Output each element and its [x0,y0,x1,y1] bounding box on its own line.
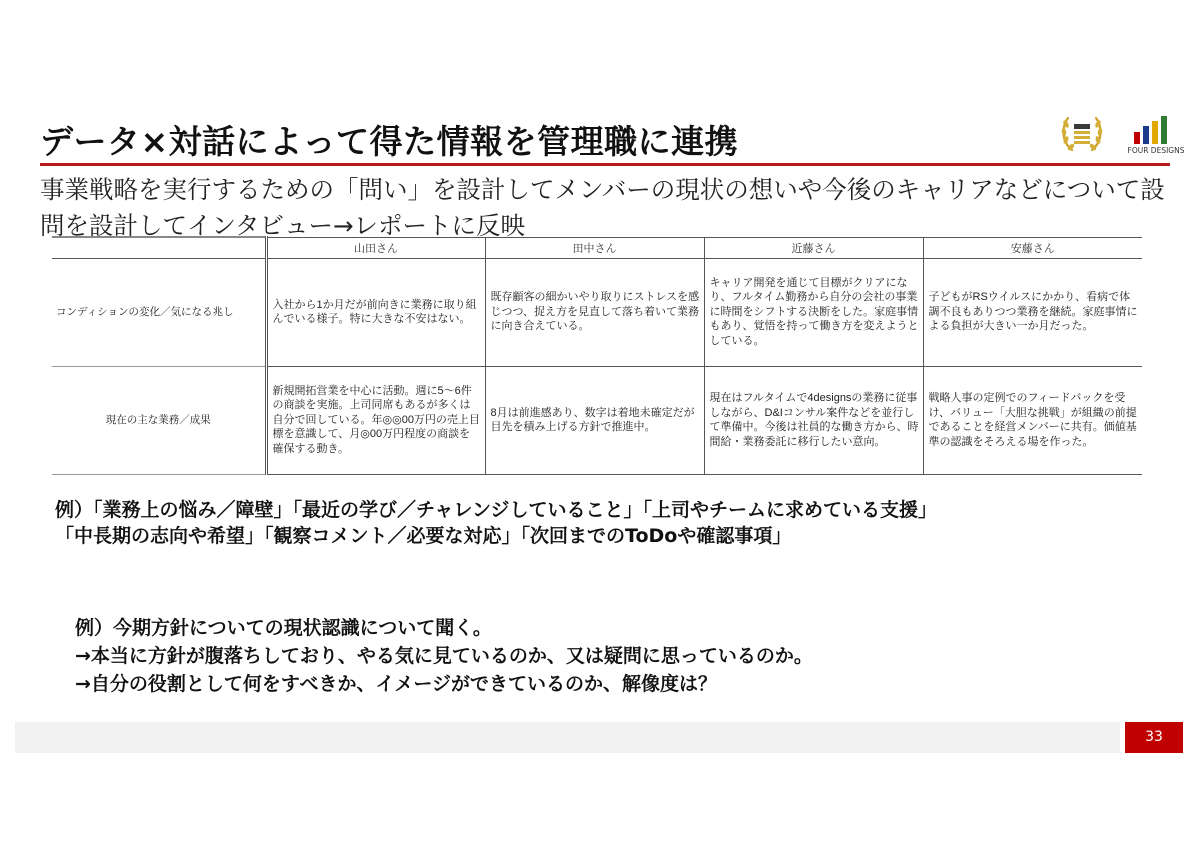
column-header: 近藤さん [704,237,923,258]
table-cell: 子どもがRSウイルスにかかり、看病で体調不良もありつつ業務を継続。家庭事情による負担が大きい一か月だった。 [923,258,1142,366]
footer-band [15,722,1120,753]
question-examples [55,497,937,549]
table-row [52,258,1142,366]
example-line: 例）「業務上の悩み／障壁」「最近の学び／チャレンジしていること」「上司やチームに求めている支援」 [55,499,937,521]
slide-subtitle: 事業戦略を実行するための「問い」を設計してメンバーの現状の想いや今後のキャリアなどについて設問を設計してインタビュー→レポートに反映 [40,175,1165,240]
column-header: 田中さん [485,237,704,258]
page-number: 33 [1125,722,1183,753]
example-line: →本当に方針が腹落ちしており、やる気に見ているのか、又は疑問に思っているのか。 [75,645,813,667]
table-cell: 新規開拓営業を中心に活動。週に5〜6件の商談を実施。上司同席もあるが多くは自分で回している。年◎◎00万円の売上目標を意識して、月◎00万円程度の商談を確保する動き。 [266,366,485,474]
title-divider [40,163,1170,166]
example-line: 「中長期の志向や希望」「観察コメント／必要な対応」「次回までのToDoや確認事項」 [55,525,792,547]
policy-question-example [75,614,813,698]
table-cell: 入社から1か月だが前向きに業務に取り組んでいる様子。特に大きな不安はない。 [266,258,485,366]
slide-title: データ×対話によって得た情報を管理職に連携 [40,122,739,161]
brand-name: FOUR DESIGNS [1127,146,1185,155]
table-cell: 戦略人事の定例でのフィードバックを受け、バリュー「大胆な挑戦」が組織の前提であることを経営メンバーに共有。価値基準の認識をそろえる場を作った。 [923,366,1142,474]
row-label: 現在の主な業務／成果 [52,366,266,474]
table-cell: 既存顧客の細かいやり取りにストレスを感じつつ、捉え方を見直して落ち着いて業務に向き合えている。 [485,258,704,366]
column-header: 安藤さん [923,237,1142,258]
row-label: コンディションの変化／気になる兆し [52,258,266,366]
column-header: 山田さん [266,237,485,258]
table-cell: キャリア開発を通じて目標がクリアになり、フルタイム勤務から自分の会社の事業に時間をシフトする決断をした。家庭事情もあり、覚悟を持って働き方を変えようとしている。 [704,258,923,366]
table-cell: 現在はフルタイムで4designsの業務に従事しながら、D&Iコンサル案件などを並行して準備中。今後は社員的な働き方から、時間給・業務委託に移行したい意向。 [704,366,923,474]
table-cell: 8月は前進感あり、数字は着地未確定だが目先を積み上げる方針で推進中。 [485,366,704,474]
laurel-award-icon [1058,110,1106,156]
example-line: 例）今期方針についての現状認識について聞く。 [75,617,492,639]
table-corner [52,237,266,258]
example-line: →自分の役割として何をすべきか、イメージができているのか、解像度は？ [75,673,717,695]
interview-report-table [52,236,1142,490]
table-row [52,366,1142,474]
